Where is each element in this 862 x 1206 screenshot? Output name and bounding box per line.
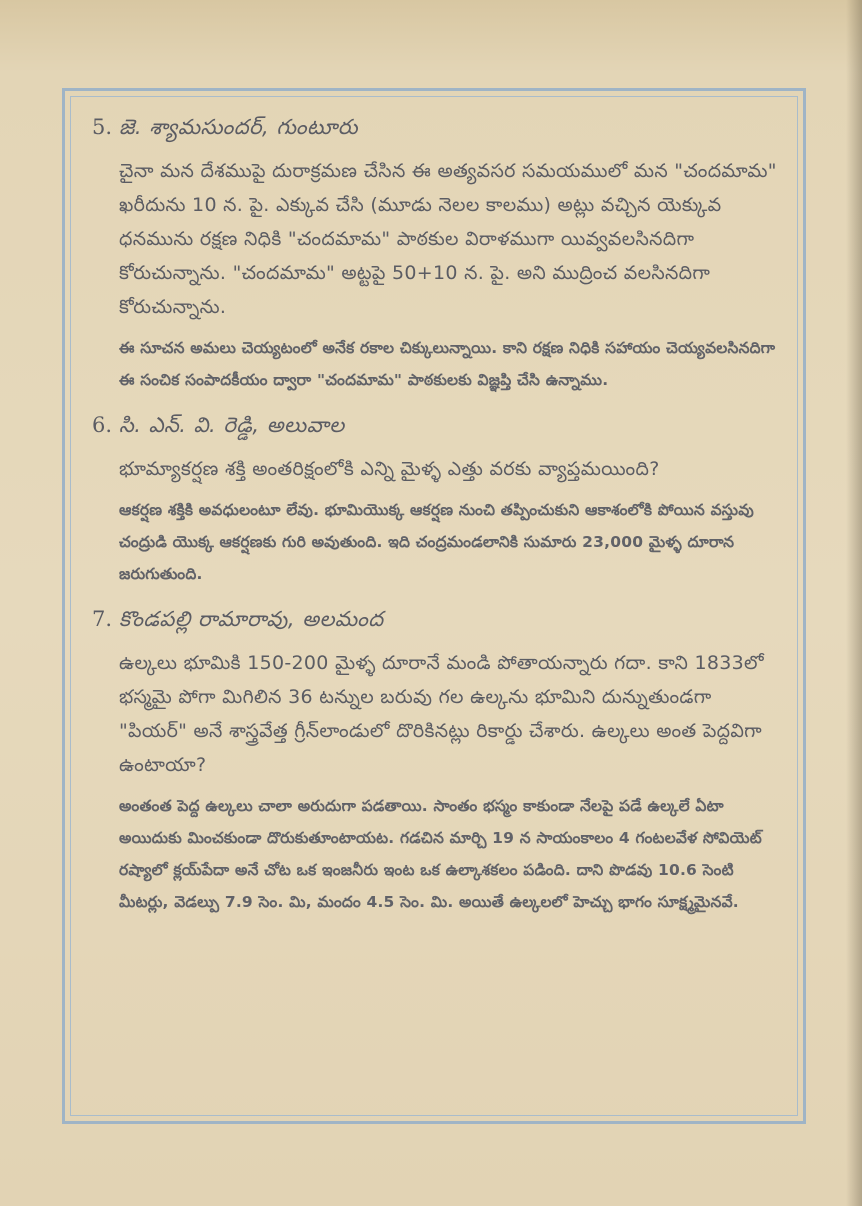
reader-name: జె. శ్యామసుందర్, గుంటూరు [119,115,358,139]
section-7-answer: అంతంత పెద్ద ఉల్కలు చాలా అరుదుగా పడతాయి. సాంతం భస్మం కాకుండా నేలపై పడే ఉల్కలే ఏటా అయిదుకు మించకుండా దొరుకుతూంటాయట. గడచిన మార్చి 19 న సాయంకాలం 4 గంటలవేళ సోవియెట్ రష్యాలో క్లయ్‌పేదా అనే చోట ఒక ఇంజనీరు ఇంట ఒక ఉల్కాశకలం పడింది. దాని పొడవు 10.6 సెంటి మీటర్లు, వెడల్పు 7.9 సెం. మి, మందం 4.5 సెం. మి. అయితే ఉల్కలలో హెచ్చు భాగం సూక్ష్మమైనవే. [119,797,762,911]
section-6-header [92,410,782,440]
section-number: 7. [92,607,113,631]
reader-name: కొండపల్లి రామారావు, అలమంద [119,607,384,631]
section-7-question: ఉల్కలు భూమికి 150-200 మైళ్ళ దూరానే మండి పోతాయన్నారు గదా. కాని 1833లో భస్మమై పోగా మిగిలిన 36 టన్నుల బరువు గల ఉల్కను భూమిని దున్నుతుండగా "పియర్" అనే శాస్త్రవేత్త గ్రీన్‌లాండులో దొరికినట్లు రికార్డు చేశారు. ఉల్కలు అంత పెద్దవిగా ఉంటాయా? [119,652,764,776]
section-number: 6. [92,413,113,437]
section-5-answer: ఈ సూచన అమలు చెయ్యటంలో అనేక రకాల చిక్కులున్నాయి. కాని రక్షణ నిధికి సహాయం చెయ్యవలసినదిగా ఈ సంచిక సంపాదకీయం ద్వారా "చందమామ" పాఠకులకు విజ్ఞప్తి చేసి ఉన్నాము. [119,339,776,389]
section-6-answer: ఆకర్షణ శక్తికి అవధులంటూ లేవు. భూమియొక్క ఆకర్షణ నుంచి తప్పించుకుని ఆకాశంలోకి పోయిన వస్తువు చంద్రుడి యొక్క ఆకర్షణకు గురి అవుతుంది. ఇది చంద్రమండలానికి సుమారు 23,000 మైళ్ళ దూరాన జరుగుతుంది. [119,501,754,583]
page-edge-shadow [846,0,862,1206]
reader-name: సి. ఎన్. వి. రెడ్డి, అలువాల [119,413,345,437]
section-number: 5. [92,115,113,139]
section-5-question: చైనా మన దేశముపై దురాక్రమణ చేసిన ఈ అత్యవసర సమయములో మన "చందమామ" ఖరీదును 10 న. పై. ఎక్కువ చేసి (మూడు నెలల కాలము) అట్లు వచ్చిన యెక్కువ ధనమును రక్షణ నిధికి "చందమామ" పాఠకుల విరాళముగా యివ్వవలసినదిగా కోరుచున్నాను. "చందమామ" అట్టపై 50+10 న. పై. అని ముద్రించ వలసినదిగా కోరుచున్నాను. [119,160,777,318]
qa-content [92,112,782,918]
section-6-question: భూమ్యాకర్షణ శక్తి అంతరిక్షంలోకి ఎన్ని మైళ్ళ ఎత్తు వరకు వ్యాప్తమయింది? [119,458,660,480]
section-7-header [92,604,782,634]
section-5-header [92,112,782,142]
